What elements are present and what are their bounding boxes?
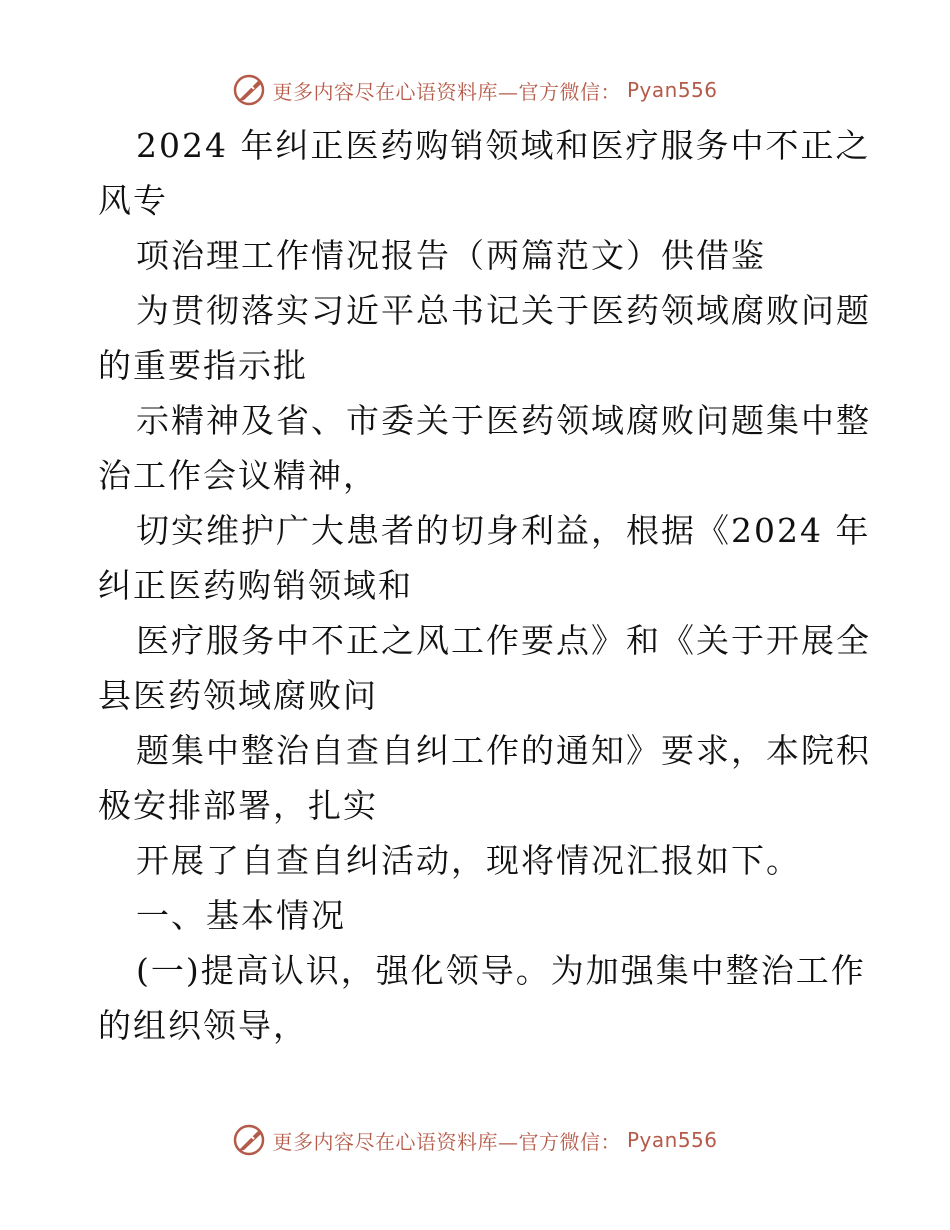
text-line: 为贯彻落实习近平总书记关于医药领域腐败问题 bbox=[136, 291, 871, 330]
text-line: 开展了自查自纠活动，现将情况汇报如下。 bbox=[136, 841, 801, 880]
watermark-text: 更多内容尽在心语资料库—官方微信： bbox=[272, 1129, 621, 1154]
paragraph bbox=[98, 283, 871, 393]
watermark-footer bbox=[0, 1120, 950, 1160]
text-line: 的重要指示批 bbox=[98, 346, 308, 385]
watermark-header bbox=[0, 70, 950, 110]
quill-logo-icon bbox=[232, 1123, 266, 1157]
text-line: 的组织领导， bbox=[98, 1006, 308, 1045]
watermark-wechat-id: Pyan556 bbox=[626, 78, 718, 102]
text-line: 示精神及省、市委关于医药领域腐败问题集中整 bbox=[136, 401, 871, 440]
text-line: 题集中整治自查自纠工作的通知》要求，本院积 bbox=[136, 731, 871, 770]
paragraph bbox=[98, 118, 871, 228]
text-line: 治工作会议精神， bbox=[98, 456, 378, 495]
paragraph bbox=[98, 503, 871, 613]
watermark-wechat-id: Pyan556 bbox=[626, 1128, 718, 1152]
text-line: (一)提高认识，强化领导。为加强集中整治工作 bbox=[136, 951, 866, 990]
quill-logo-icon bbox=[232, 73, 266, 107]
paragraph bbox=[98, 613, 871, 723]
paragraph bbox=[98, 833, 858, 888]
paragraph bbox=[98, 228, 858, 283]
watermark-text: 更多内容尽在心语资料库—官方微信： bbox=[272, 79, 621, 104]
text-line: 切实维护广大患者的切身利益，根据《2024 年 bbox=[136, 511, 871, 550]
text-line: 极安排部署，扎实 bbox=[98, 786, 378, 825]
text-line: 县医药领域腐败问 bbox=[98, 676, 378, 715]
text-line: 2024 年纠正医药购销领域和医疗服务中不正之 bbox=[136, 126, 871, 165]
document-body bbox=[98, 118, 871, 1053]
text-line: 风专 bbox=[98, 181, 168, 220]
text-line: 一、基本情况 bbox=[136, 896, 346, 935]
text-line: 纠正医药购销领域和 bbox=[98, 566, 413, 605]
text-line: 项治理工作情况报告（两篇范文）供借鉴 bbox=[136, 236, 766, 275]
text-line: 医疗服务中不正之风工作要点》和《关于开展全 bbox=[136, 621, 871, 660]
section-heading bbox=[98, 888, 858, 943]
paragraph bbox=[98, 943, 866, 1053]
paragraph bbox=[98, 393, 871, 503]
paragraph bbox=[98, 723, 871, 833]
